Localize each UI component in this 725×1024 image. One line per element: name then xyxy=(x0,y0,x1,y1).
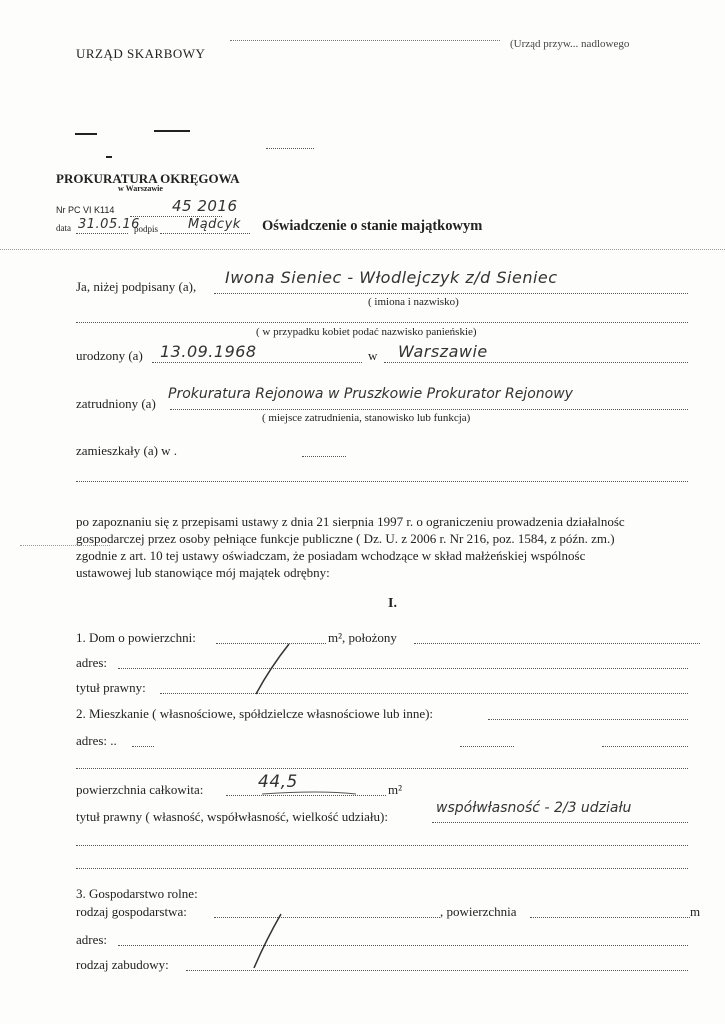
farm-address-label: adres: xyxy=(76,932,108,947)
case-number-value: 45 2016 xyxy=(172,197,238,215)
top-right-partial-text: (Urząd przyw... nadlowego xyxy=(510,38,630,50)
intro-line-1: po zapoznaniu się z przepisami ustawy z dnia 21 sierpnia 1997 r. o ograniczeniu prowadzenia działalnośc xyxy=(76,514,625,529)
employment-value: Prokuratura Rejonowa w Pruszkowie Prokurator Rejonowy xyxy=(168,386,573,402)
farm-label: 3. Gospodarstwo rolne: xyxy=(76,886,198,901)
signature-value: Mądcyk xyxy=(188,217,241,232)
flat-address-label: adres: .. xyxy=(76,733,117,748)
declarant-label: Ja, niżej podpisany (a), xyxy=(76,279,197,294)
birth-place: Warszawie xyxy=(398,342,488,361)
total-area-unit: m² xyxy=(388,782,403,797)
house-label: 1. Dom o powierzchni: xyxy=(76,630,196,645)
flat-title-value: współwłasność - 2/3 udziału xyxy=(436,800,632,816)
farm-buildings-label: rodzaj zabudowy: xyxy=(76,957,169,972)
farm-area-label: , powierzchnia xyxy=(440,904,517,919)
flat-title-label: tytuł prawny ( własność, współwłasność, wielkość udziału): xyxy=(76,809,388,824)
strike-mark-farm xyxy=(254,914,281,968)
maiden-name-hint: ( w przypadku kobiet podać nazwisko panieńskie) xyxy=(256,326,477,338)
tax-office-label: URZĄD SKARBOWY xyxy=(76,46,206,61)
section-numeral: I. xyxy=(388,596,397,611)
house-address-label: adres: xyxy=(76,655,108,670)
intro-line-4: ustawowej lub stanowiące mój majątek odrębny: xyxy=(76,565,330,580)
farm-type-label: rodzaj gospodarstwa: xyxy=(76,904,187,919)
names-hint: ( imiona i nazwisko) xyxy=(368,296,459,308)
date-label: data xyxy=(56,223,71,233)
intro-line-2: gospodarczej przez osoby pełniące funkcje publiczne ( Dz. U. z 2006 r. Nr 216, poz. 1584, z późn. zm.) xyxy=(76,531,615,546)
prosecutor-office: PROKURATURA OKRĘGOWA xyxy=(56,171,240,186)
total-area-value: 44,5 xyxy=(258,772,298,792)
flat-label: 2. Mieszkanie ( własnościowe, spółdzielcze własnościowe lub inne): xyxy=(76,706,434,721)
house-title-label: tytuł prawny: xyxy=(76,680,146,695)
date-value: 31.05.16 xyxy=(78,217,140,232)
born-in-label: w xyxy=(368,348,378,363)
prosecutor-city: w Warszawie xyxy=(118,184,163,193)
underline-stroke xyxy=(262,792,356,794)
born-label: urodzony (a) xyxy=(76,348,143,363)
employment-hint: ( miejsce zatrudnienia, stanowisko lub funkcja) xyxy=(262,412,471,424)
residence-label: zamieszkały (a) w . xyxy=(76,443,178,458)
intro-line-3: zgodnie z art. 10 tej ustawy oświadczam, że posiadam wchodzące w skład małżeńskiej wspólnośc xyxy=(76,548,586,563)
house-unit-label: m², położony xyxy=(328,630,397,645)
signature-label: podpis xyxy=(134,224,159,234)
employed-label: zatrudniony (a) xyxy=(76,396,156,411)
total-area-label: powierzchnia całkowita: xyxy=(76,782,204,797)
document-title: Oświadczenie o stanie majątkowym xyxy=(262,218,483,234)
farm-area-unit: m xyxy=(690,904,701,919)
strike-mark-house xyxy=(256,644,289,694)
declarant-name: Iwona Sieniec - Włodlejczyk z/d Sieniec xyxy=(225,268,558,287)
birth-date: 13.09.1968 xyxy=(160,342,257,361)
case-number-label: Nr PC VI K114 xyxy=(56,205,115,215)
